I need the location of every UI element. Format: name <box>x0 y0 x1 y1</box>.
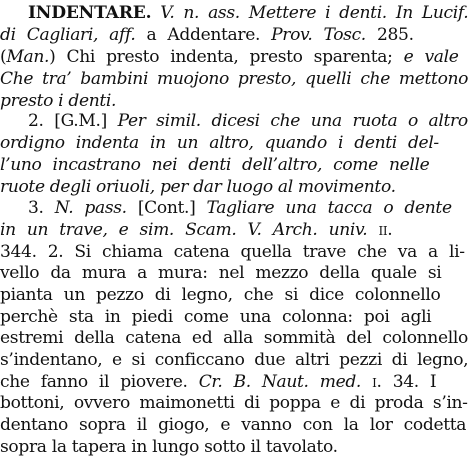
entry-line <box>0 219 392 241</box>
entry-line <box>0 46 459 68</box>
entry-text-run: a Addentare. <box>135 25 272 45</box>
entry-line <box>28 2 468 24</box>
entry-text-run: ) Chi presto indenta, presto sparenta; <box>49 47 404 67</box>
entry-text-run: estremi della catena ed alla sommità del colonnello <box>0 328 468 348</box>
entry-text-run: ordigno indenta in un altro, quando i denti del- <box>0 133 439 153</box>
entry-text-run: ruote degli oriuoli, per dar luogo al movimento. <box>0 177 396 197</box>
entry-text-run: Prov. Tosc. <box>271 25 366 45</box>
entry-text-run: presto i denti. <box>0 91 117 111</box>
entry-line <box>0 392 468 414</box>
entry-line <box>0 436 338 458</box>
entry-line <box>0 284 440 306</box>
entry-line <box>0 262 441 284</box>
entry-line <box>0 90 116 112</box>
entry-text-run: Che tra’ bambini muojono presto, quelli che mettono <box>0 69 469 89</box>
entry-line <box>0 349 468 371</box>
entry-text-run: in un trave, e sim. Scam. V. Arch. univ. <box>0 220 368 240</box>
entry-text-run: ( <box>0 47 7 67</box>
entry-text-run <box>361 372 372 392</box>
entry-text-run: dentano sopra il giogo, e vanno con la lor codetta <box>0 415 467 435</box>
entry-text-run: Man. <box>6 47 50 67</box>
entry-text-run: bottoni, ovvero maimonetti di poppa e di proda s’in- <box>0 393 468 413</box>
entry-text-run: N. pass. <box>54 198 127 218</box>
entry-line <box>0 414 466 436</box>
entry-text-run <box>367 220 378 240</box>
entry-text-run: perchè sta in piedi come una colonna: poi agli <box>0 307 432 327</box>
entry-line <box>0 306 431 328</box>
entry-text-run: 285. <box>365 25 414 45</box>
entry-text-run: i. <box>372 372 382 392</box>
entry-line <box>0 132 439 154</box>
entry-text-run: pianta un pezzo di legno, che si dice colonnello <box>0 285 441 305</box>
entry-line <box>0 371 436 393</box>
entry-text-run: s’indentano, e si conficcano due altri pezzi di legno, <box>0 350 469 370</box>
entry-text-run: Cr. B. Naut. med. <box>198 372 362 392</box>
entry-text-run: ii. <box>378 220 393 240</box>
entry-text-run: di Cagliari, aff. <box>0 25 136 45</box>
entry-text-run: vello da mura a mura: nel mezzo della quale si <box>0 263 442 283</box>
entry-line <box>0 327 468 349</box>
entry-text-run: 2. [G.M.] <box>28 111 118 131</box>
entry-line <box>0 68 468 90</box>
entry-text-run: l’uno incastrano nei denti dell’altro, come nelle <box>0 155 430 175</box>
entry-text-run: che fanno il piovere. <box>0 372 199 392</box>
entry-text-run: sopra la tapera in lungo sotto il tavolato. <box>0 437 338 457</box>
entry-text-run: 344. 2. Si chiama catena quella trave che va a li- <box>0 242 465 262</box>
entry-line <box>0 24 414 46</box>
entry-line <box>0 176 396 198</box>
entry-text-run: Tagliare una tacca o dente <box>206 198 452 218</box>
entry-line <box>0 154 429 176</box>
entry-line <box>28 197 452 219</box>
headword: INDENTARE. <box>28 3 152 23</box>
entry-text-run: [Cont.] <box>126 198 207 218</box>
entry-line <box>28 110 468 132</box>
entry-text-run: Per simil. dicesi che una ruota o altro <box>117 111 468 131</box>
entry-text-run: 3. <box>28 198 55 218</box>
entry-line <box>0 241 465 263</box>
entry-text-run: 34. I <box>381 372 437 392</box>
entry-text-run: V. n. ass. Mettere i denti. In Lucif. <box>151 3 469 23</box>
entry-text-run: e vale <box>403 47 459 67</box>
